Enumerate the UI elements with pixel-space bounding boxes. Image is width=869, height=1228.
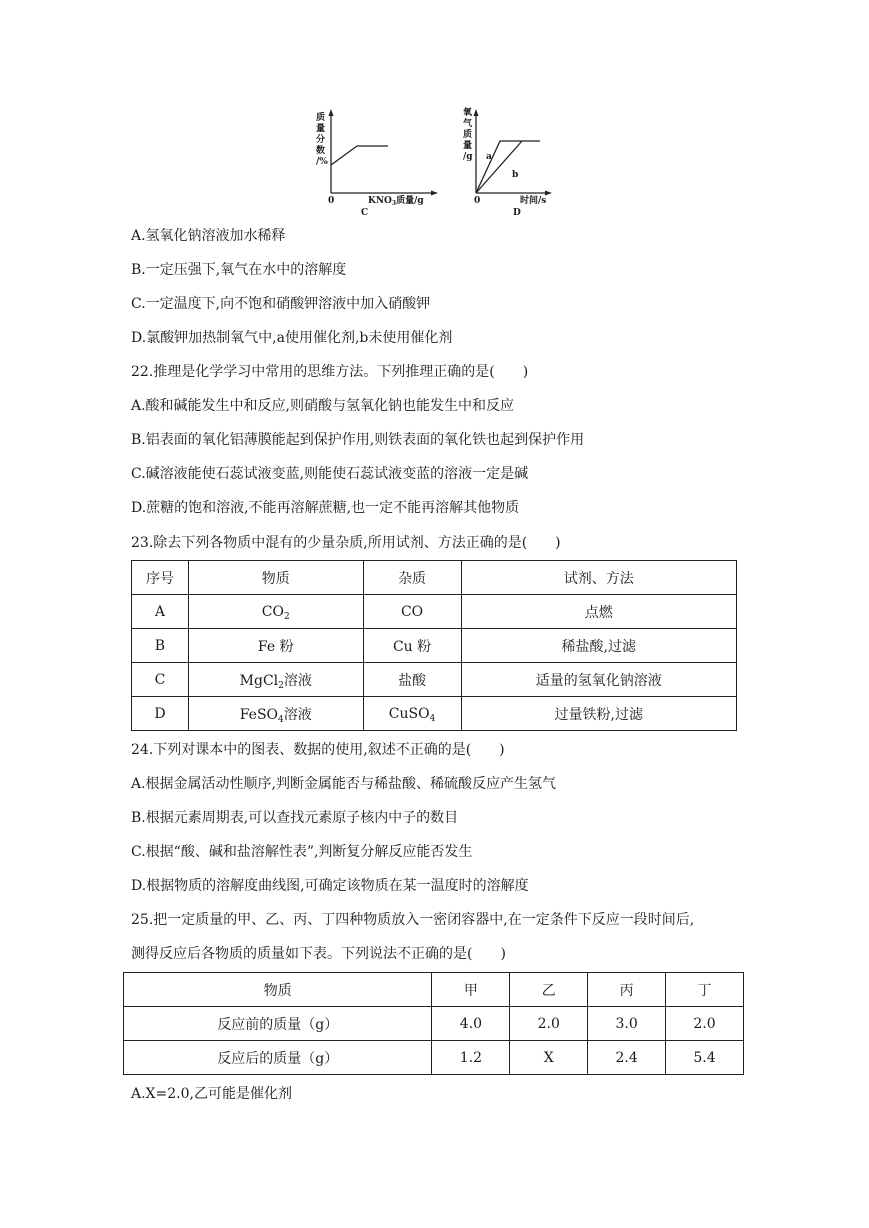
graph-c-ylabel-2: 量	[316, 124, 326, 134]
q23-cell-method: 点燃	[461, 595, 736, 629]
graph-d-caption: D	[513, 208, 521, 218]
q23-cell-impurity: CO	[363, 595, 461, 629]
q23-cell-substance: MgCl$_2$溶液	[188, 663, 363, 697]
graph-d-label-b: b	[512, 170, 519, 180]
q23-cell-impurity: 盐酸	[363, 663, 461, 697]
graph-d-curve-b	[476, 141, 522, 193]
graph-c-ylabel-4: 数	[316, 146, 326, 156]
q25-cell: X	[510, 1041, 588, 1075]
q24-option-c: C.根据“酸、碱和盐溶解性表”,判断复分解反应能否发生	[131, 844, 473, 860]
graph-d-ylabel-5: /g	[463, 152, 473, 162]
graph-d-ylabel-4: 量	[463, 141, 473, 151]
graph-c-xlabel: $KNO_3$质量/g	[368, 196, 424, 207]
table-row	[132, 595, 737, 629]
q24-stem: 24.下列对课本中的图表、数据的使用,叙述不正确的是( )	[131, 742, 505, 758]
q25-table	[123, 972, 744, 1075]
q21-option-c: C.一定温度下,向不饱和硝酸钾溶液中加入硝酸钾	[131, 296, 431, 312]
q25-cell: 3.0	[588, 1007, 666, 1041]
q22-option-b: B.铝表面的氧化铝薄膜能起到保护作用,则铁表面的氧化铁也起到保护作用	[131, 432, 585, 448]
q23-cell-id: A	[132, 595, 189, 629]
graph-c	[315, 109, 438, 218]
q24-option-b: B.根据元素周期表,可以查找元素原子核内中子的数目	[131, 810, 459, 826]
q22-option-d: D.蔗糖的饱和溶液,不能再溶解蔗糖,也一定不能再溶解其他物质	[131, 500, 520, 516]
q23-cell-method: 稀盐酸,过滤	[461, 629, 736, 663]
graph-d-curve-a	[476, 141, 540, 193]
graph-c-ylabel-5: /%	[316, 157, 328, 167]
q25-header-jia: 甲	[432, 973, 510, 1007]
q22-option-c: C.碱溶液能使石蕊试液变蓝,则能使石蕊试液变蓝的溶液一定是碱	[131, 466, 529, 482]
q25-option-a: A.X=2.0,乙可能是催化剂	[131, 1086, 292, 1102]
q22-stem: 22.推理是化学学习中常用的思维方法。下列推理正确的是( )	[131, 364, 529, 380]
graph-d	[463, 106, 552, 218]
q23-cell-substance: Fe 粉	[188, 629, 363, 663]
graph-c-curve	[331, 146, 388, 165]
q21-option-b: B.一定压强下,氧气在水中的溶解度	[131, 262, 347, 278]
q23-header-substance: 物质	[188, 561, 363, 595]
graph-d-xlabel: 时间/s	[520, 196, 547, 206]
q23-header-method: 试剂、方法	[461, 561, 736, 595]
q24-option-a: A.根据金属活动性顺序,判断金属能否与稀盐酸、稀硫酸反应产生氢气	[131, 776, 557, 792]
q25-header-yi: 乙	[510, 973, 588, 1007]
graph-d-y-arrow	[474, 109, 479, 116]
q25-cell: 2.4	[588, 1041, 666, 1075]
graph-c-origin: 0	[328, 196, 335, 206]
q23-cell-id: C	[132, 663, 189, 697]
q22-option-a: A.酸和碱能发生中和反应,则硝酸与氢氧化钠也能发生中和反应	[131, 398, 515, 414]
q25-header-substance: 物质	[124, 973, 432, 1007]
q24-option-d: D.根据物质的溶解度曲线图,可确定该物质在某一温度时的溶解度	[131, 878, 529, 894]
graph-d-origin: 0	[474, 196, 481, 206]
q25-row-label: 反应前的质量（g）	[124, 1007, 432, 1041]
q23-cell-method: 适量的氢氧化钠溶液	[461, 663, 736, 697]
table-row	[124, 1007, 744, 1041]
graph-d-label-a: a	[486, 152, 492, 162]
q23-cell-impurity: Cu 粉	[363, 629, 461, 663]
table-row	[132, 663, 737, 697]
q23-cell-id: D	[132, 697, 189, 731]
q25-stem-line2: 测得反应后各物质的质量如下表。下列说法不正确的是( )	[131, 946, 506, 962]
q23-cell-substance: FeSO$_4$溶液	[188, 697, 363, 731]
q25-header-ding: 丁	[666, 973, 744, 1007]
q25-row-label: 反应后的质量（g）	[124, 1041, 432, 1075]
graphs-svg	[300, 105, 570, 223]
q23-table	[131, 560, 737, 731]
q25-cell: 1.2	[432, 1041, 510, 1075]
q23-cell-impurity: CuSO$_4$	[363, 697, 461, 731]
graph-c-caption: C	[361, 208, 369, 218]
table-row	[132, 561, 737, 595]
figure-graphs	[300, 105, 570, 223]
q23-header-impurity: 杂质	[363, 561, 461, 595]
q23-header-id: 序号	[132, 561, 189, 595]
q25-stem-line1: 25.把一定质量的甲、乙、丙、丁四种物质放入一密闭容器中,在一定条件下反应一段时间后,	[131, 912, 695, 928]
q25-cell: 5.4	[666, 1041, 744, 1075]
q23-cell-id: B	[132, 629, 189, 663]
q25-cell: 4.0	[432, 1007, 510, 1041]
table-row	[132, 629, 737, 663]
q21-option-a: A.氢氧化钠溶液加水稀释	[131, 228, 286, 244]
table-row	[124, 973, 744, 1007]
q23-cell-substance: $CO_2$	[188, 595, 363, 629]
table-row	[132, 697, 737, 731]
q25-header-bing: 丙	[588, 973, 666, 1007]
graph-d-ylabel-2: 气	[463, 119, 473, 129]
graph-c-y-arrow	[329, 109, 334, 116]
table-row	[124, 1041, 744, 1075]
graph-d-ylabel-1: 氧	[463, 108, 473, 118]
graph-d-x-arrow	[545, 191, 552, 196]
q23-stem: 23.除去下列各物质中混有的少量杂质,所用试剂、方法正确的是( )	[131, 535, 561, 551]
graph-c-ylabel-3: 分	[316, 135, 326, 145]
graph-c-x-arrow	[431, 191, 438, 196]
graph-d-ylabel-3: 质	[463, 130, 473, 140]
q25-cell: 2.0	[510, 1007, 588, 1041]
graph-c-ylabel-1: 质	[316, 113, 326, 123]
q21-option-d: D.氯酸钾加热制氧气中,a使用催化剂,b未使用催化剂	[131, 330, 453, 346]
q25-cell: 2.0	[666, 1007, 744, 1041]
q23-cell-method: 过量铁粉,过滤	[461, 697, 736, 731]
